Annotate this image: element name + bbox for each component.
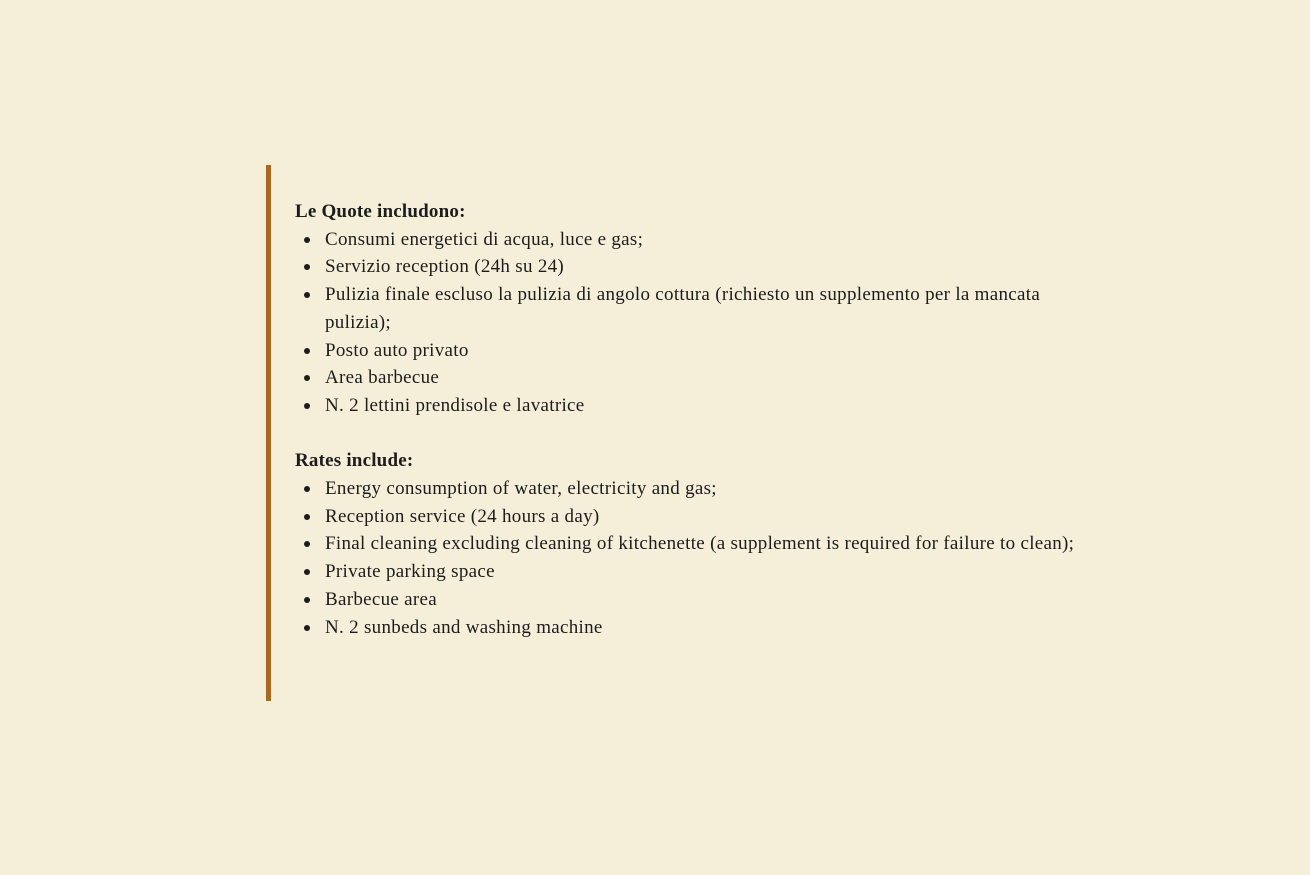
list-item: [295, 226, 1090, 254]
italian-heading: Le Quote includono:: [295, 201, 466, 222]
list-item-text: N. 2 sunbeds and washing machine: [325, 616, 603, 638]
list-item-text: Posto auto privato: [325, 339, 469, 361]
list-item-text: Final cleaning excluding cleaning of kitchenette (a supplement is required for failure to clean);: [325, 533, 1075, 555]
bullet-icon: [304, 375, 310, 381]
bullet-icon: [304, 237, 310, 243]
list-item-text: Private parking space: [325, 561, 495, 583]
list-item: [295, 281, 1090, 336]
bullet-icon: [304, 403, 310, 409]
bullet-icon: [304, 292, 310, 298]
list-item-text: Energy consumption of water, electricity and gas;: [325, 478, 717, 500]
rates-panel: [266, 165, 1106, 701]
list-item: [295, 530, 1090, 558]
list-item-text: Area barbecue: [325, 367, 440, 389]
list-item: [295, 614, 1090, 642]
italian-list: [295, 226, 1106, 420]
bullet-icon: [304, 541, 310, 547]
list-item-text: Pulizia finale escluso la pulizia di angolo cottura (richiesto un supplemento per la mancata pulizia);: [325, 284, 1041, 333]
bullet-icon: [304, 514, 310, 520]
list-item: [295, 558, 1090, 586]
list-item: [295, 364, 1090, 392]
bullet-icon: [304, 625, 310, 631]
list-item: [295, 586, 1090, 614]
list-item: [295, 337, 1090, 365]
bullet-icon: [304, 597, 310, 603]
list-item-text: Servizio reception (24h su 24): [325, 256, 565, 278]
list-item-text: Reception service (24 hours a day): [325, 505, 600, 527]
list-item-text: Consumi energetici di acqua, luce e gas;: [325, 228, 644, 250]
section-spacer: [295, 420, 1106, 448]
list-item: [295, 503, 1090, 531]
list-item: [295, 392, 1090, 420]
list-item-text: Barbecue area: [325, 588, 438, 610]
bullet-icon: [304, 264, 310, 270]
list-item: [295, 475, 1090, 503]
list-item: [295, 253, 1090, 281]
bullet-icon: [304, 486, 310, 492]
bullet-icon: [304, 348, 310, 354]
english-list: [295, 475, 1106, 641]
bullet-icon: [304, 569, 310, 575]
english-heading: Rates include:: [295, 450, 414, 472]
list-item-text: N. 2 lettini prendisole e lavatrice: [325, 394, 585, 416]
